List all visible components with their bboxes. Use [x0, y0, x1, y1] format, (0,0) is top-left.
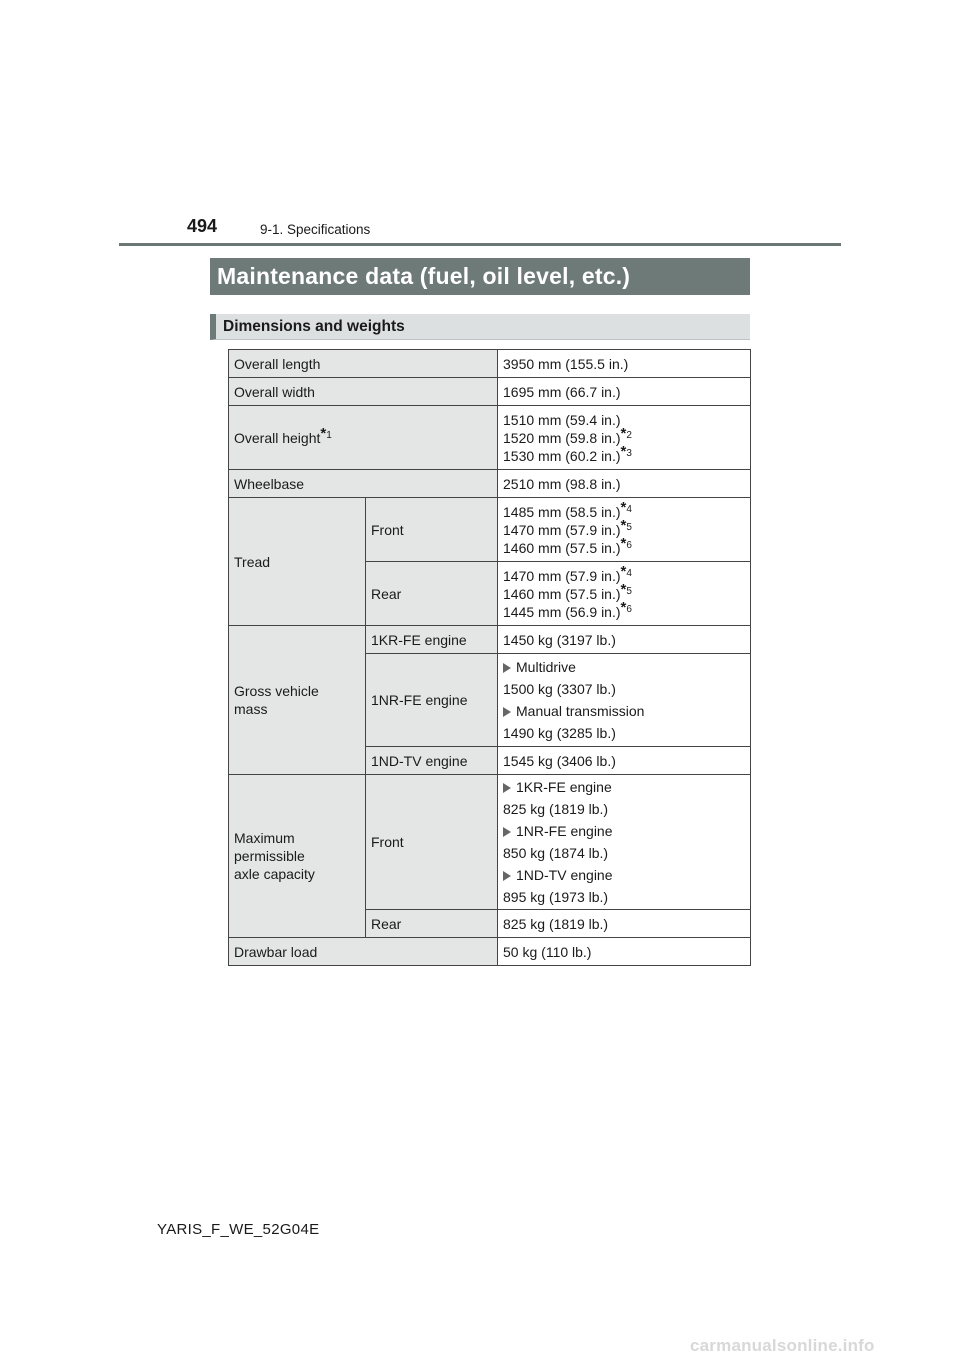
row-value: 3950 mm (155.5 in.) [498, 350, 751, 378]
bullet-triangle-icon [503, 663, 511, 673]
row-sub-label: Rear [366, 910, 498, 938]
page-number: 494 [187, 216, 218, 236]
bullet-triangle-icon [503, 707, 511, 717]
row-sub-label: 1KR-FE engine [366, 626, 498, 654]
section-label: 9-1. Specifications [260, 222, 371, 237]
watermark: carmanualsonline.info [690, 1336, 875, 1355]
row-value: 1545 kg (3406 lb.) [498, 747, 751, 775]
row-value: 50 kg (110 lb.) [498, 938, 751, 966]
table-row [229, 406, 751, 470]
row-label: Drawbar load [229, 938, 498, 966]
row-value: 825 kg (1819 lb.) [498, 910, 751, 938]
page-title: Maintenance data (fuel, oil level, etc.) [210, 258, 750, 295]
specifications-table [228, 349, 751, 966]
table-row [229, 498, 751, 562]
bullet-triangle-icon [503, 827, 511, 837]
table-row [229, 938, 751, 966]
row-label: Overall height$^{*1}$ [229, 406, 498, 470]
row-value: 2510 mm (98.8 in.) [498, 470, 751, 498]
row-label: Wheelbase [229, 470, 498, 498]
row-group-label: Tread [229, 498, 366, 626]
row-sub-label: Front [366, 775, 498, 910]
row-value: 1695 mm (66.7 in.) [498, 378, 751, 406]
row-sub-label: 1NR-FE engine [366, 654, 498, 747]
row-value: 1KR-FE engine 825 kg (1819 lb.) 1NR-FE engine 850 kg (1874 lb.) 1ND-TV engine 895 kg (1973 lb.) [498, 775, 751, 910]
row-sub-label: Rear [366, 562, 498, 626]
table-row [229, 350, 751, 378]
table-row [229, 775, 751, 910]
section-subtitle: Dimensions and weights [210, 314, 750, 340]
row-sub-label: Front [366, 498, 498, 562]
row-value: Multidrive 1500 kg (3307 lb.) Manual transmission 1490 kg (3285 lb.) [498, 654, 751, 747]
row-value: 1510 mm (59.4 in.) 1520 mm (59.8 in.)$^{*2}$ 1530 mm (60.2 in.)$^{*3}$ [498, 406, 751, 470]
row-value: 1450 kg (3197 lb.) [498, 626, 751, 654]
header-divider [119, 243, 841, 246]
bullet-triangle-icon [503, 783, 511, 793]
bullet-triangle-icon [503, 871, 511, 881]
row-group-label: Gross vehicle mass [229, 626, 366, 775]
row-group-label: Maximum permissible axle capacity [229, 775, 366, 938]
table-row [229, 378, 751, 406]
row-value: 1485 mm (58.5 in.)$^{*4}$ 1470 mm (57.9 in.)$^{*5}$ 1460 mm (57.5 in.)$^{*6}$ [498, 498, 751, 562]
row-label: Overall width [229, 378, 498, 406]
row-value: 1470 mm (57.9 in.)$^{*4}$ 1460 mm (57.5 in.)$^{*5}$ 1445 mm (56.9 in.)$^{*6}$ [498, 562, 751, 626]
table-row [229, 470, 751, 498]
table-row [229, 626, 751, 654]
document-code: YARIS_F_WE_52G04E [157, 1221, 320, 1238]
row-label: Overall length [229, 350, 498, 378]
row-sub-label: 1ND-TV engine [366, 747, 498, 775]
